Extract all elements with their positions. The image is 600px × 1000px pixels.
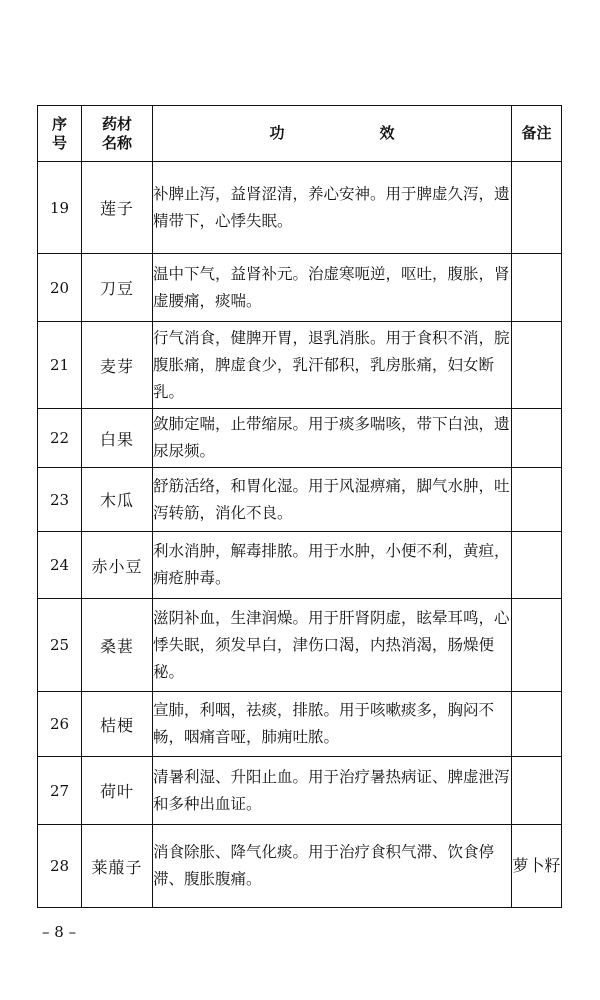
page-number: – 8 – [42, 923, 77, 941]
herb-effect: 舒筋活络，和胃化湿。用于风湿痹痛，脚气水肿，吐泻转筋，消化不良。 [153, 468, 512, 532]
herb-name: 麦芽 [82, 322, 153, 409]
row-number: 27 [38, 757, 82, 825]
herb-effect: 清暑利湿、升阳止血。用于治疗暑热病证、脾虚泄泻和多种出血证。 [153, 757, 512, 825]
row-number: 26 [38, 692, 82, 757]
herb-remark [512, 468, 562, 532]
herb-name: 赤小豆 [82, 532, 153, 599]
herb-remark: 萝卜籽 [512, 825, 562, 908]
header-no-line1: 序 [51, 114, 67, 133]
header-remark: 备注 [512, 106, 562, 162]
herb-effect: 温中下气，益肾补元。治虚寒呃逆，呕吐，腹胀，肾虚腰痛，痰喘。 [153, 254, 512, 322]
table-row [38, 825, 562, 908]
header-name [82, 106, 153, 162]
herb-effect: 敛肺定喘，止带缩尿。用于痰多喘咳，带下白浊，遗尿尿频。 [153, 409, 512, 468]
header-no-line2: 号 [51, 133, 67, 152]
herb-remark [512, 532, 562, 599]
herb-effect: 补脾止泻，益肾涩清，养心安神。用于脾虚久泻，遗精带下，心悸失眠。 [153, 162, 512, 254]
herb-name: 桑葚 [82, 599, 153, 692]
herb-name: 白果 [82, 409, 153, 468]
herb-effect: 滋阴补血，生津润燥。用于肝肾阴虚，眩晕耳鸣，心悸失眠，须发早白，津伤口渴，内热消渴，肠燥便秘。 [153, 599, 512, 692]
herb-remark [512, 757, 562, 825]
herb-name: 木瓜 [82, 468, 153, 532]
header-row [38, 106, 562, 162]
table-row [38, 692, 562, 757]
herb-effect: 利水消肿，解毒排脓。用于水肿，小便不利，黄疸，痈疮肿毒。 [153, 532, 512, 599]
herb-remark [512, 162, 562, 254]
table-row [38, 409, 562, 468]
row-number: 28 [38, 825, 82, 908]
herb-name: 桔梗 [82, 692, 153, 757]
herb-effect: 行气消食，健脾开胃，退乳消胀。用于食积不消，脘腹胀痛，脾虚食少，乳汗郁积，乳房胀痛，妇女断乳。 [153, 322, 512, 409]
herb-name: 刀豆 [82, 254, 153, 322]
row-number: 22 [38, 409, 82, 468]
table-row [38, 599, 562, 692]
herb-table [37, 105, 562, 908]
herb-effect: 消食除胀、降气化痰。用于治疗食积气滞、饮食停滞、腹胀腹痛。 [153, 825, 512, 908]
herb-remark [512, 599, 562, 692]
herb-name: 荷叶 [82, 757, 153, 825]
herb-name: 莱菔子 [82, 825, 153, 908]
herb-name: 莲子 [82, 162, 153, 254]
row-number: 21 [38, 322, 82, 409]
header-name-line1: 药材 [101, 114, 132, 133]
header-effect [153, 106, 512, 162]
herb-effect: 宣肺，利咽，祛痰，排脓。用于咳嗽痰多，胸闷不畅，咽痛音哑，肺痈吐脓。 [153, 692, 512, 757]
table-row [38, 254, 562, 322]
table-row [38, 468, 562, 532]
row-number: 25 [38, 599, 82, 692]
header-no [38, 106, 82, 162]
herb-remark [512, 254, 562, 322]
table-row [38, 162, 562, 254]
herb-remark [512, 322, 562, 409]
herb-remark [512, 692, 562, 757]
row-number: 24 [38, 532, 82, 599]
row-number: 19 [38, 162, 82, 254]
table-row [38, 757, 562, 825]
row-number: 20 [38, 254, 82, 322]
header-effect-char2: 效 [379, 124, 395, 142]
header-effect-char1: 功 [269, 124, 285, 142]
herb-remark [512, 409, 562, 468]
table-row [38, 322, 562, 409]
header-name-line2: 名称 [101, 133, 132, 152]
table-row [38, 532, 562, 599]
row-number: 23 [38, 468, 82, 532]
